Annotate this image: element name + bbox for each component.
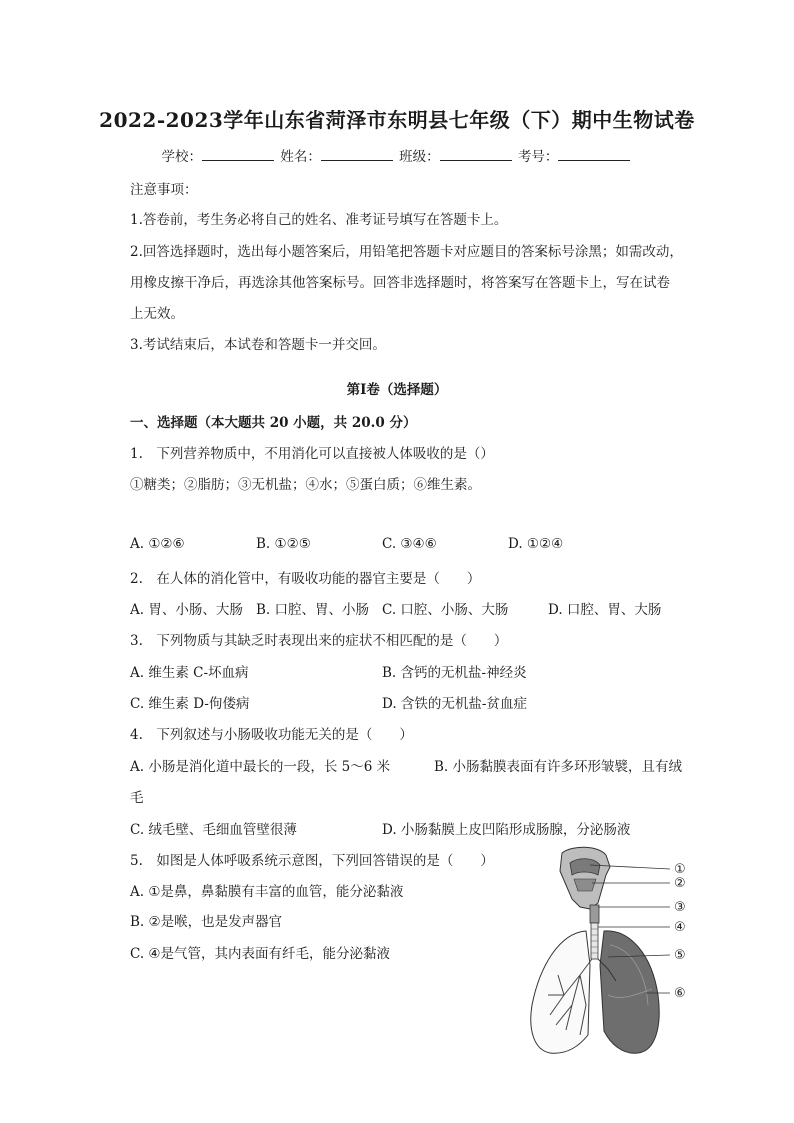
student-info-line bbox=[0, 145, 794, 165]
option-c[interactable]: C. 维生素 D-佝偻病 bbox=[130, 696, 250, 712]
diagram-label-4: ④ bbox=[674, 920, 686, 935]
option-c[interactable]: C. 口腔、小肠、大肠 bbox=[382, 602, 509, 618]
notice-item: 2.回答选择题时，选出每小题答案后，用铅笔把答题卡对应题目的答案标号涂黑；如需改动， bbox=[130, 244, 683, 260]
option-row bbox=[0, 536, 794, 556]
notice-item: 3.考试结束后，本试卷和答题卡一并交回。 bbox=[130, 337, 386, 353]
option-b[interactable]: B. ②是喉，也是发声器官 bbox=[130, 914, 283, 930]
class-label: 班级： bbox=[399, 149, 440, 165]
option-row bbox=[0, 692, 794, 712]
question-stem: 4. 下列叙述与小肠吸收功能无关的是（ ） bbox=[130, 727, 413, 743]
exam-no-label: 考号： bbox=[517, 149, 559, 165]
option-b[interactable]: B. ①②⑤ bbox=[256, 536, 311, 552]
question-stem: 3. 下列物质与其缺乏时表现出来的症状不相匹配的是（ ） bbox=[130, 633, 508, 649]
exam-title: 2022-2023学年山东省菏泽市东明县七年级（下）期中生物试卷 bbox=[99, 108, 695, 132]
school-label: 学校： bbox=[161, 149, 203, 165]
option-a[interactable]: A. ①②⑥ bbox=[130, 536, 185, 552]
diagram-label-3: ③ bbox=[674, 900, 686, 915]
notice-heading: 注意事项： bbox=[130, 182, 198, 198]
option-a[interactable]: A. ①是鼻，鼻黏膜有丰富的血管，能分泌黏液 bbox=[130, 884, 404, 900]
part-title: 第I卷（选择题） bbox=[346, 382, 448, 398]
option-b[interactable]: B. 口腔、胃、小肠 bbox=[256, 602, 370, 618]
diagram-label-5: ⑤ bbox=[674, 948, 686, 963]
option-a[interactable]: A. 维生素 C-坏血病 bbox=[130, 665, 249, 681]
option-d[interactable]: D. 小肠黏膜上皮凹陷形成肠腺，分泌肠液 bbox=[382, 822, 631, 838]
diagram-label-1: ① bbox=[674, 862, 686, 877]
trachea bbox=[590, 905, 599, 959]
option-row bbox=[0, 598, 794, 618]
option-a[interactable]: A. 胃、小肠、大肠 bbox=[130, 602, 243, 618]
notice-item: 上无效。 bbox=[130, 306, 184, 322]
option-row bbox=[0, 755, 794, 775]
option-c[interactable]: C. ③④⑥ bbox=[382, 536, 437, 552]
exam-no-blank[interactable] bbox=[558, 148, 630, 161]
notice-item: 1.答卷前，考生务必将自己的姓名、准考证号填写在答题卡上。 bbox=[130, 212, 508, 228]
option-b-continued: 毛 bbox=[130, 790, 144, 806]
school-blank[interactable] bbox=[202, 148, 274, 161]
question-stem: 2. 在人体的消化管中，有吸收功能的器官主要是（ ） bbox=[130, 571, 481, 587]
option-b[interactable]: B. 小肠黏膜表面有许多环形皱襞，且有绒 bbox=[434, 759, 683, 775]
option-d[interactable]: D. 口腔、胃、大肠 bbox=[548, 602, 662, 618]
option-row bbox=[0, 818, 794, 838]
right-lung bbox=[598, 931, 659, 1053]
question-stem: 5. 如图是人体呼吸系统示意图，下列回答错误的是（ ） bbox=[130, 853, 494, 869]
respiratory-system-diagram bbox=[520, 845, 720, 1057]
option-row bbox=[0, 661, 794, 681]
left-lung-bronchi bbox=[531, 931, 592, 1053]
diagram-label-6: ⑥ bbox=[674, 986, 686, 1001]
option-b[interactable]: B. 含钙的无机盐-神经炎 bbox=[382, 665, 527, 681]
option-c[interactable]: C. 绒毛壁、毛细血管壁很薄 bbox=[130, 822, 297, 838]
diagram-label-2: ② bbox=[674, 876, 686, 891]
question-stem: 1. 下列营养物质中，不用消化可以直接被人体吸收的是（） bbox=[130, 446, 494, 462]
section-title: 一、选择题（本大题共 20 小题，共 20.0 分） bbox=[130, 415, 417, 431]
notice-item: 用橡皮擦干净后，再选涂其他答案标号。回答非选择题时，将答案写在答题卡上，写在试卷 bbox=[130, 275, 670, 291]
option-c[interactable]: C. ④是气管，其内表面有纤毛，能分泌黏液 bbox=[130, 946, 391, 962]
name-label: 姓名： bbox=[280, 149, 321, 165]
option-a[interactable]: A. 小肠是消化道中最长的一段，长 5～6 米 bbox=[130, 759, 391, 775]
question-sub: ①糖类；②脂肪；③无机盐；④水；⑤蛋白质；⑥维生素。 bbox=[130, 477, 481, 493]
head-nasal-cavity bbox=[560, 847, 610, 909]
class-blank[interactable] bbox=[440, 148, 512, 161]
option-d[interactable]: D. 含铁的无机盐-贫血症 bbox=[382, 696, 527, 712]
name-blank[interactable] bbox=[321, 148, 393, 161]
option-d[interactable]: D. ①②④ bbox=[508, 536, 564, 552]
